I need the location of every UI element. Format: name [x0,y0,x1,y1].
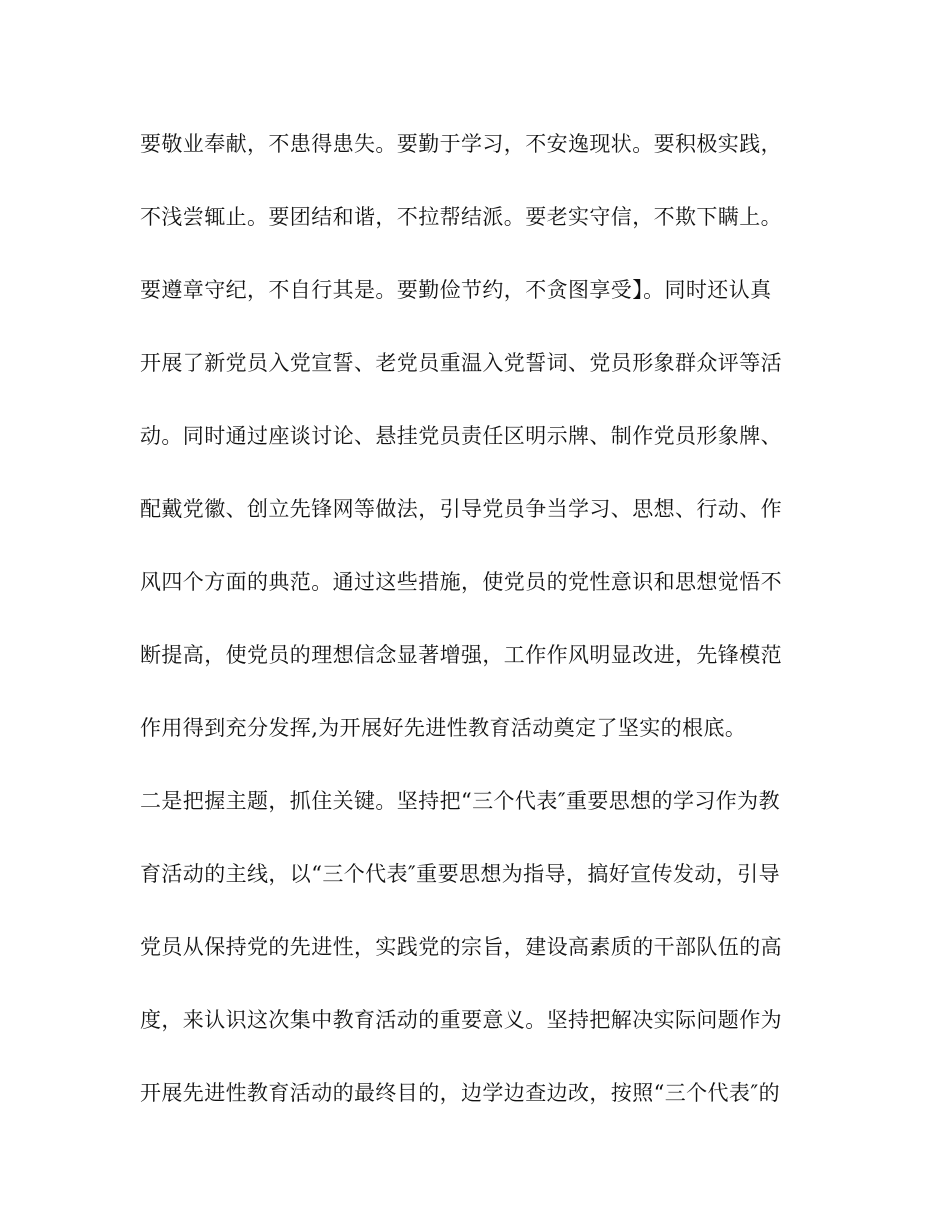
text-line: 党员从保持党的先进性，实践党的宗旨，建设高素质的干部队伍的高 [140,935,782,959]
text-line: 开展先进性教育活动的最终目的，边学边查边改，按照“三个代表″的 [140,1081,780,1105]
text-line: 风四个方面的典范。通过这些措施，使党员的党性意识和思想觉悟不 [140,570,782,594]
text-line: 作用得到充分发挥,为开展好先进性教育活动奠定了坚实的根底。 [140,716,747,740]
text-line: 育活动的主线，以“三个代表″重要思想为指导，搞好宣传发动，引导 [140,862,780,886]
text-line: 动。同时通过座谈讨论、悬挂党员责任区明示牌、制作党员形象牌、 [140,424,782,448]
text-line: 二是把握主题，抓住关键。坚持把“三个代表″重要思想的学习作为教 [140,789,780,813]
text-line: 不浅尝辄止。要团结和谐，不拉帮结派。要老实守信，不欺下瞒上。 [140,205,782,229]
text-line: 断提高，使党员的理想信念显著增强，工作作风明显改进，先锋模范 [140,643,782,667]
text-line: 配戴党徽、创立先锋网等做法，引导党员争当学习、思想、行动、作 [140,497,782,521]
text-line: 要敬业奉献，不患得患失。要勤于学习，不安逸现状。要积极实践， [140,132,782,156]
text-line: 度，来认识这次集中教育活动的重要意义。坚持把解决实际问题作为 [140,1008,782,1032]
text-line: 开展了新党员入党宣誓、老党员重温入党誓词、党员形象群众评等活 [140,351,782,375]
text-line: 要遵章守纪，不自行其是。要勤俭节约，不贪图享受】。同时还认真 [140,278,772,302]
